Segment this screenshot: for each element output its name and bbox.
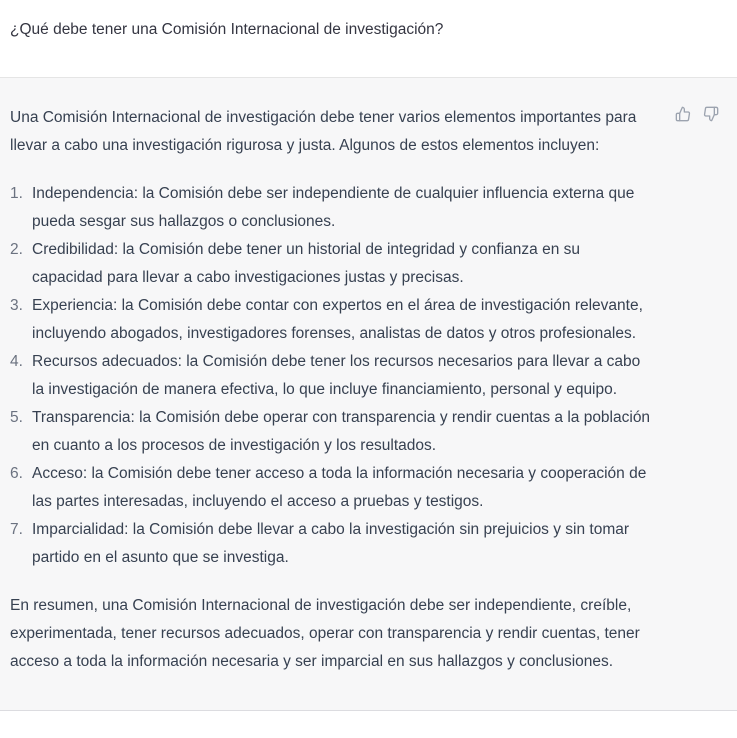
elements-list (10, 180, 670, 572)
list-item-line: incluyendo abogados, investigadores forenses, analistas de datos y otros profesionales. (32, 325, 637, 342)
assistant-response (10, 104, 670, 676)
list-number: 2. (10, 241, 23, 258)
list-item (10, 180, 670, 236)
summary-line-2: experimentada, tener recursos adecuados, operar con transparencia y rendir cuentas, tener (10, 625, 640, 642)
user-message (0, 0, 737, 78)
list-item (10, 516, 670, 572)
list-number: 6. (10, 465, 23, 482)
list-item (10, 460, 670, 516)
list-item (10, 292, 670, 348)
list-item-line: Independencia: la Comisión debe ser independiente de cualquier influencia externa que (32, 185, 635, 202)
thumbs-down-button[interactable] (703, 106, 719, 122)
list-item (10, 404, 670, 460)
list-item-line: Recursos adecuados: la Comisión debe tener los recursos necesarios para llevar a cabo (32, 353, 641, 370)
list-number: 4. (10, 353, 23, 370)
list-number: 7. (10, 521, 23, 538)
summary-line-3: acceso a toda la información necesaria y ser imparcial en sus hallazgos y conclusiones. (10, 653, 614, 670)
intro-line-1: Una Comisión Internacional de investigación debe tener varios elementos importantes para (10, 109, 637, 126)
intro-line-2: llevar a cabo una investigación rigurosa y justa. Algunos de estos elementos incluyen: (10, 137, 600, 154)
list-item (10, 348, 670, 404)
assistant-message (0, 78, 737, 711)
list-item-line: capacidad para llevar a cabo investigaciones justas y precisas. (32, 269, 464, 286)
thumbs-down-icon (703, 106, 719, 122)
list-item-line: pueda sesgar sus hallazgos o conclusiones. (32, 213, 336, 230)
list-item-line: las partes interesadas, incluyendo el acceso a pruebas y testigos. (32, 493, 484, 510)
thumbs-up-icon (675, 106, 691, 122)
list-item-line: la investigación de manera efectiva, lo que incluye financiamiento, personal y equipo. (32, 381, 618, 398)
list-item-line: partido en el asunto que se investiga. (32, 549, 289, 566)
list-item-line: Credibilidad: la Comisión debe tener un historial de integridad y confianza en su (32, 241, 580, 258)
list-item (10, 236, 670, 292)
list-number: 3. (10, 297, 23, 314)
list-number: 1. (10, 185, 23, 202)
list-item-line: Transparencia: la Comisión debe operar con transparencia y rendir cuentas a la población (32, 409, 651, 426)
thumbs-up-button[interactable] (675, 106, 691, 122)
list-item-line: Imparcialidad: la Comisión debe llevar a cabo la investigación sin prejuicios y sin tomar (32, 521, 630, 538)
list-item-line: en cuanto a los procesos de investigación y los resultados. (32, 437, 437, 454)
user-question: ¿Qué debe tener una Comisión Internacional de investigación? (10, 21, 444, 38)
list-item-line: Experiencia: la Comisión debe contar con expertos en el área de investigación relevante, (32, 297, 643, 314)
feedback-buttons (675, 106, 719, 122)
list-item-line: Acceso: la Comisión debe tener acceso a toda la información necesaria y cooperación de (32, 465, 647, 482)
summary-line-1: En resumen, una Comisión Internacional de investigación debe ser independiente, creíble, (10, 597, 632, 614)
list-number: 5. (10, 409, 23, 426)
